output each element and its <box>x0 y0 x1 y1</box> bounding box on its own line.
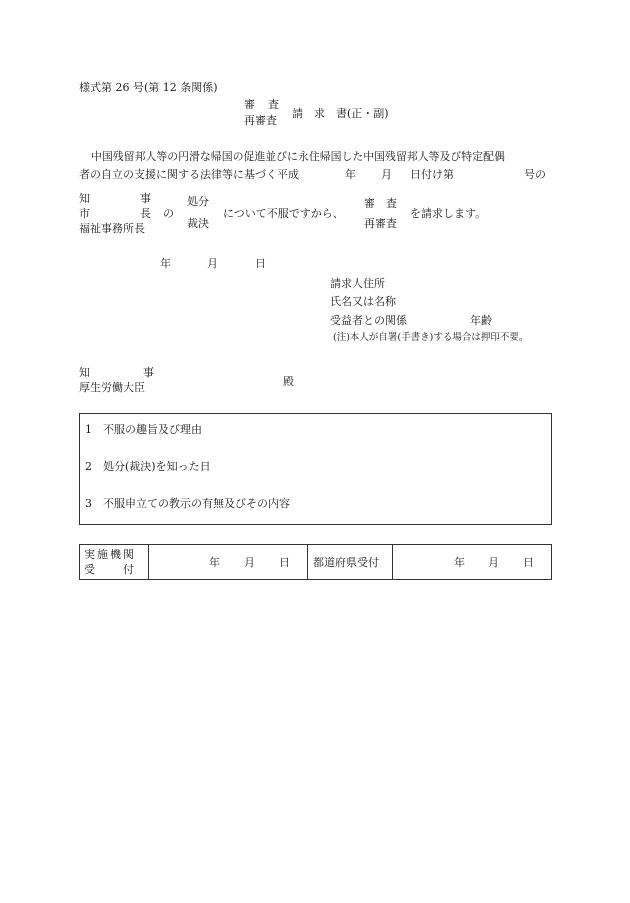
agency-label-top: 実施機関 <box>84 548 136 561</box>
form-number: 様式第 26 号(第 12 条関係) <box>79 81 218 94</box>
date-day: 日 <box>255 257 266 270</box>
reason-item-1: 1 不服の趣旨及び理由 <box>85 423 202 436</box>
particle-no: の <box>163 207 174 220</box>
authority-mayor-1: 市 <box>79 207 90 220</box>
review-type-top: 審 査 <box>244 98 280 111</box>
addressee-honorific: 殿 <box>283 375 294 388</box>
request-type-top: 審 査 <box>364 197 397 210</box>
review-type-bottom: 再審査 <box>244 114 277 127</box>
body-line-2: 者の自立の支援に関する法律等に基づく平成 <box>79 168 299 181</box>
requester-relation-label: 受益者との関係 <box>330 314 407 327</box>
agency-label-bottom: 受 付 <box>84 563 136 576</box>
agency-day: 日 <box>279 556 290 569</box>
requester-age-label: 年齢 <box>470 314 492 327</box>
requester-address-label: 請求人住所 <box>330 277 385 290</box>
disposition-top: 処分 <box>187 195 209 208</box>
requester-name-label: 氏名又は名称 <box>330 295 396 308</box>
body-line-2-year: 年 <box>345 168 356 181</box>
authority-governor-2: 事 <box>140 192 151 205</box>
addressee-governor-2: 事 <box>143 366 154 379</box>
objection-text: について不服ですから、 <box>223 207 344 220</box>
reception-divider-2 <box>307 544 308 580</box>
authority-welfare: 福祉事務所長 <box>79 222 145 235</box>
reason-item-2: 2 処分(裁決)を知った日 <box>85 460 211 473</box>
agency-month: 月 <box>244 556 255 569</box>
body-line-2-month: 月 <box>381 168 392 181</box>
disposition-bottom: 裁決 <box>187 217 209 230</box>
pref-label: 都道府県受付 <box>313 556 379 569</box>
body-line-2-date: 日付け第 <box>410 168 454 181</box>
agency-year: 年 <box>209 556 220 569</box>
body-line-2-no: 号の <box>524 168 546 181</box>
authority-governor-1: 知 <box>79 192 90 205</box>
reception-divider-3 <box>392 544 393 580</box>
addressee-minister: 厚生労働大臣 <box>79 381 145 394</box>
date-month: 月 <box>207 257 218 270</box>
pref-year: 年 <box>454 556 465 569</box>
reason-item-3: 3 不服申立ての教示の有無及びその内容 <box>85 497 290 510</box>
request-title: 請 求 書(正・副) <box>292 107 389 120</box>
authority-mayor-2: 長 <box>140 207 151 220</box>
request-type-bottom: 再審査 <box>364 217 397 230</box>
pref-month: 月 <box>488 556 499 569</box>
body-line-1: 中国残留邦人等の円滑な帰国の促進並びに永住帰国した中国残留邦人等及び特定配偶 <box>91 150 505 163</box>
reception-divider-1 <box>148 544 149 580</box>
signature-note: (注)本人が自署(手書き)する場合は押印不要。 <box>333 332 529 343</box>
date-year: 年 <box>160 257 171 270</box>
request-text: を請求します。 <box>410 207 487 220</box>
addressee-governor-1: 知 <box>79 366 90 379</box>
pref-day: 日 <box>523 556 534 569</box>
